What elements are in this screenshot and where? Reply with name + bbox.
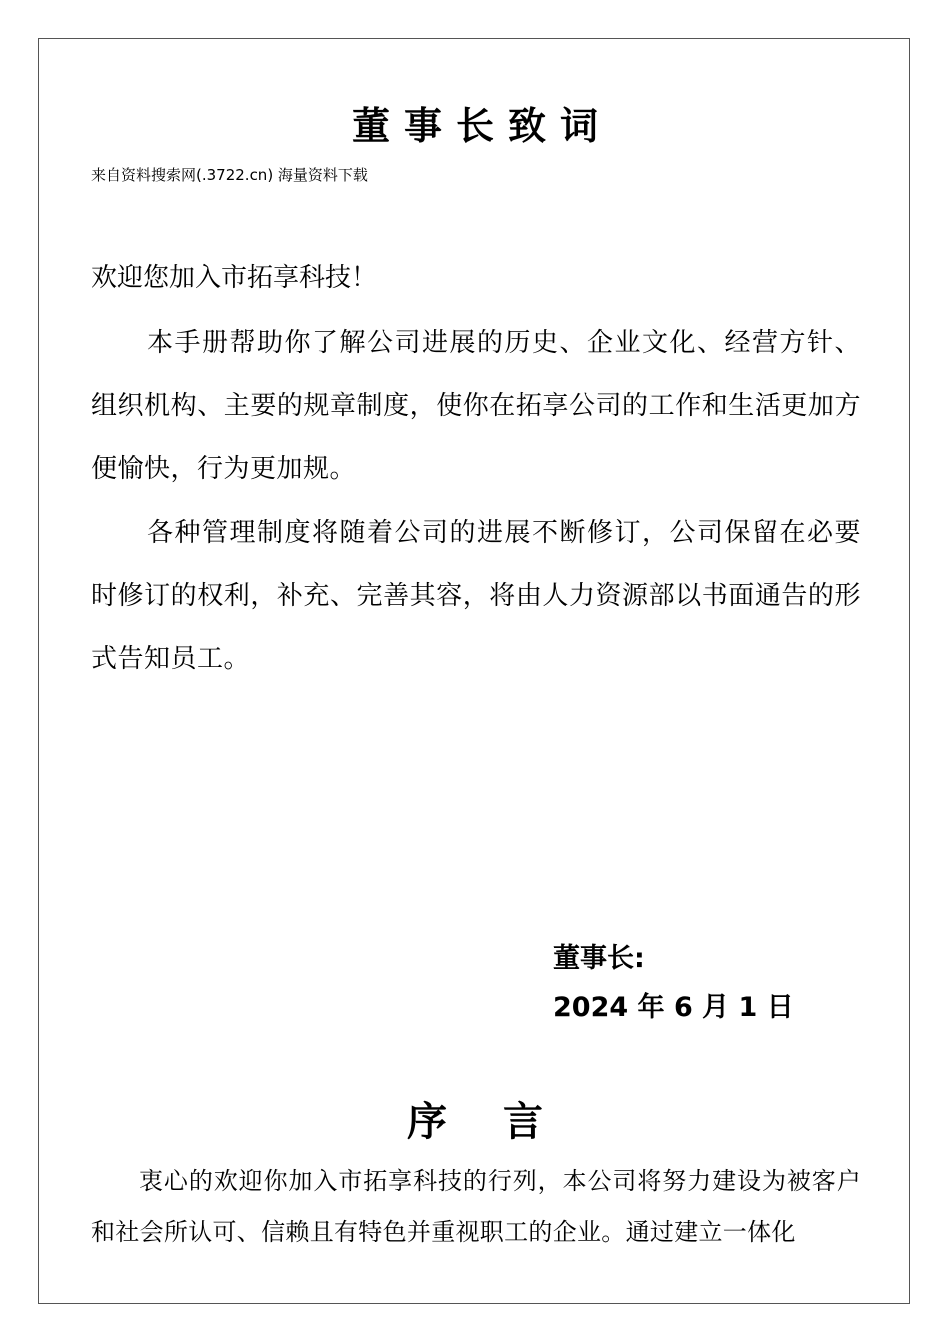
- greeting-line: 欢迎您加入市拓享科技！: [91, 263, 378, 293]
- preface-heading: [0, 1094, 950, 1150]
- body-paragraph: 各种管理制度将随着公司的进展不断修订，公司保留在必要时修订的权利，补充、完善其容，将由人力资源部以书面通告的形式告知员工。: [91, 518, 861, 674]
- page-title: 董事长致词: [351, 104, 612, 148]
- signature-date: 2024 年 6 月 1 日: [553, 992, 794, 1023]
- preface-heading-char: 序: [407, 1099, 447, 1145]
- source-note: 来自资料搜索网(.3722.cn) 海量资料下载: [91, 166, 368, 184]
- signature-title: 董事长:: [553, 943, 645, 974]
- preface-paragraph: 衷心的欢迎你加入市拓享科技的行列，本公司将努力建设为被客户和社会所认可、信赖且有特色并重视职工的企业。通过建立一体化: [91, 1167, 861, 1246]
- preface-heading-char: 言: [503, 1099, 543, 1145]
- body-paragraph: 本手册帮助你了解公司进展的历史、企业文化、经营方针、组织机构、主要的规章制度，使你在拓享公司的工作和生活更加方便愉快，行为更加规。: [91, 328, 861, 484]
